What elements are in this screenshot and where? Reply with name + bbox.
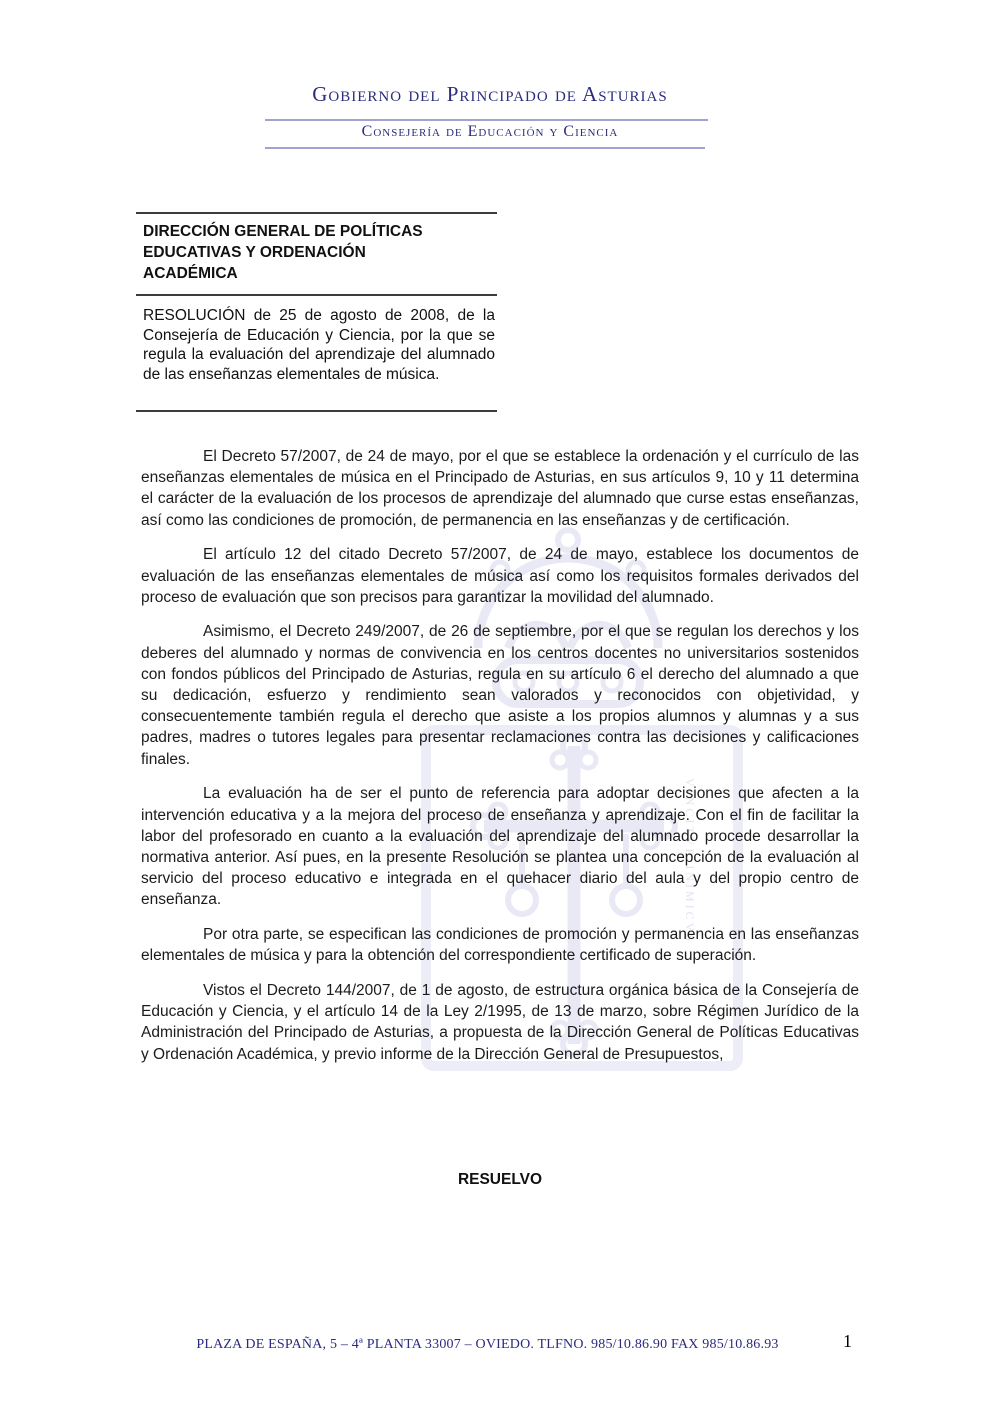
header-rule-bottom [265,147,705,149]
page-number: 1 [843,1331,852,1351]
body-paragraph: La evaluación ha de ser el punto de referencia para adoptar decisiones que afecten a la intervención educativa y a la mejora del proceso de enseñanza y aprendizaje. Con el fin de facilitar la labor del profesorado en cuanto a la evaluación del aprendizaje del alumnado procede desarrollar la normativa anterior. Así pues, en la presente Resolución se plantea una concepción de la evaluación al servicio del proceso educativo e integrada en el quehacer diario del aula y del propio centro de enseñanza. [141,785,859,909]
info-box-rule-middle [136,294,497,296]
directorate-heading-line: DIRECCIÓN GENERAL DE POLÍTICAS [143,223,423,240]
info-box-rule-bottom [136,410,497,412]
resolution-summary: RESOLUCIÓN de 25 de agosto de 2008, de la Consejería de Educación y Ciencia, por la que se regula la evaluación del aprendizaje del alumnado de las enseñanzas elementales de música. [143,307,495,383]
watermark-motto: VINCITVR INIMICVS [683,778,697,944]
government-title: Gobierno del Principado de Asturias [312,82,668,106]
document-body [141,446,859,1078]
body-paragraph: El artículo 12 del citado Decreto 57/2007, de 24 de mayo, establece los documentos de evaluación de las enseñanzas elementales de música así como los requisitos formales derivados del proceso de evaluación que son precisos para garantizar la movilidad del alumnado. [141,546,859,606]
resolution-heading: RESUELVO [457,1171,543,1188]
body-paragraph: Por otra parte, se especifican las condiciones de promoción y permanencia en las enseñanzas elementales de música y para la obtención del correspondiente certificado de superación. [141,926,859,965]
department-title: Consejería de Educación y Ciencia [361,123,619,140]
body-paragraph: Vistos el Decreto 144/2007, de 1 de agosto, de estructura orgánica básica de la Consejería de Educación y Ciencia, y el artículo 14 de la Ley 2/1995, de 13 de marzo, sobre Régimen Jurídico de la Administración del Principado de Asturias, a propuesta de la Dirección General de Políticas Educativas y Ordenación Académica, y previo informe de la Dirección General de Presupuestos, [141,981,859,1063]
body-paragraph: El Decreto 57/2007, de 24 de mayo, por el que se establece la ordenación y el currículo de las enseñanzas elementales de música en el Principado de Asturias, en sus artículos 9, 10 y 11 determina el carácter de la evaluación de los procesos de aprendizaje del alumnado que curse estas enseñanzas, así como las condiciones de promoción, de permanencia en las enseñanzas y de certificación. [141,448,859,529]
body-paragraph: Asimismo, el Decreto 249/2007, de 26 de septiembre, por el que se regulan los derechos y los deberes del alumnado y normas de convivencia en los centros docentes no universitarios sostenidos con fondos públicos del Principado de Asturias, regula en su artículo 6 el derecho del alumnado a que su dedicación, esfuerzo y rendimiento sean valorados y reconocidos con objetividad, y consecuentemente también regula el derecho que asiste a los propios alumnos y alumnas y a sus padres, madres o tutores legales para presentar reclamaciones contra las decisiones y calificaciones finales. [141,623,859,768]
info-box-rule-top [136,212,497,214]
directorate-heading-line: ACADÉMICA [143,265,238,282]
footer-address: PLAZA DE ESPAÑA, 5 – 4ª PLANTA 33007 – OVIEDO. TLFNO. 985/10.86.90 FAX 985/10.86.93 [196,1337,779,1352]
header-rule-top [265,119,708,121]
directorate-heading-line: EDUCATIVAS Y ORDENACIÓN [143,244,366,261]
directorate-heading [143,221,495,284]
